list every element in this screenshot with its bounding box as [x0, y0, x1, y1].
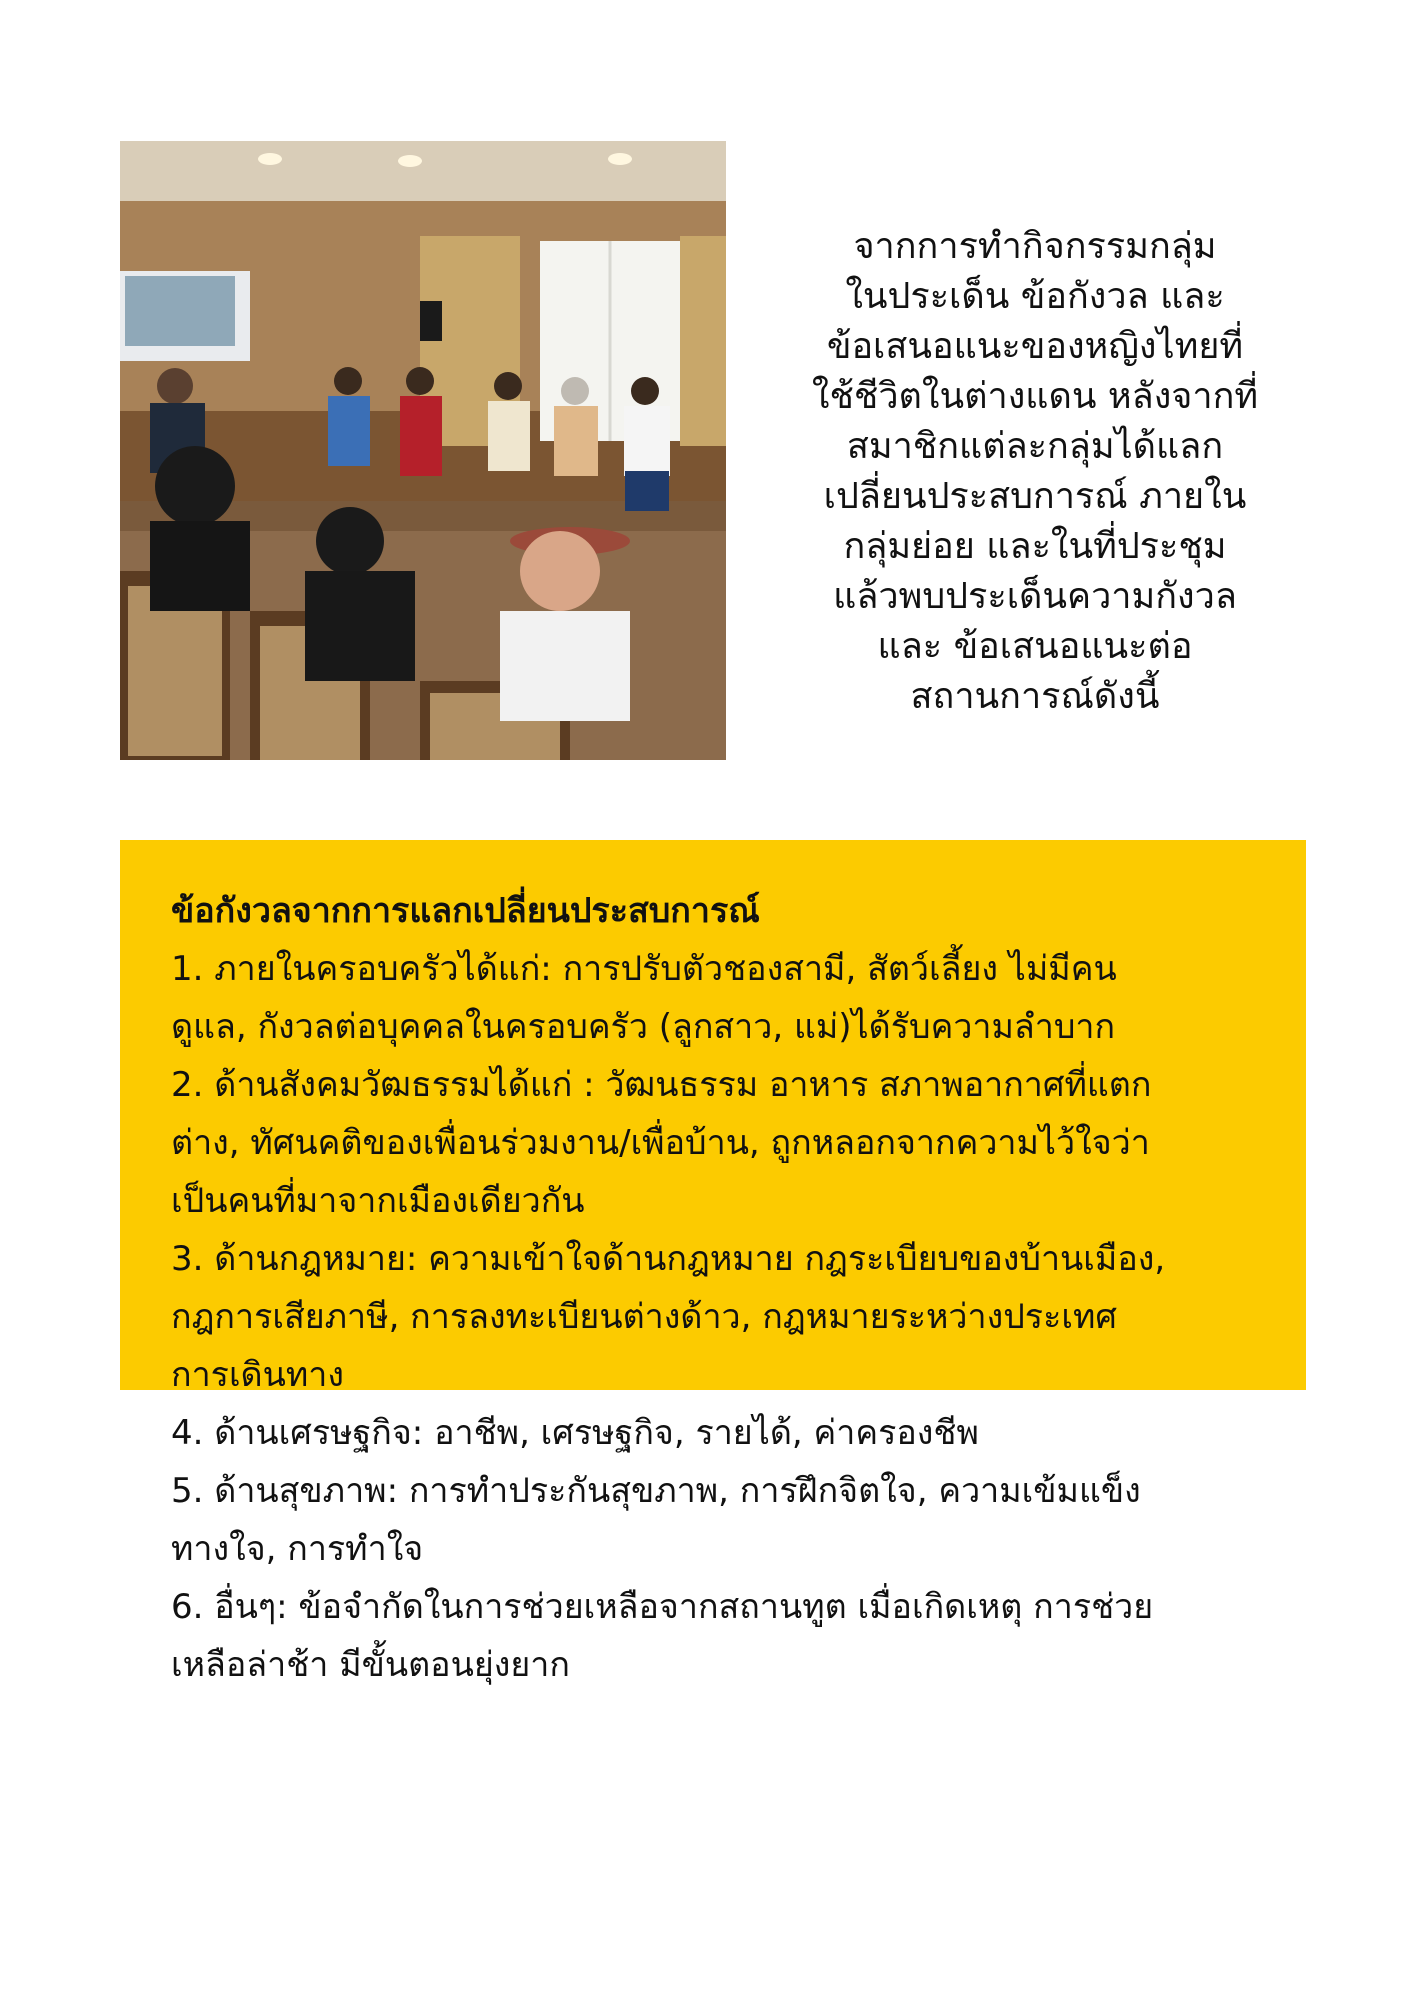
concern-line: 3. ด้านกฎหมาย: ความเข้าใจด้านกฎหมาย กฎระเบียบของบ้านเมือง, — [171, 1239, 1166, 1279]
concern-line: 6. อื่นๆ: ข้อจำกัดในการช่วยเหลือจากสถานทูต เมื่อเกิดเหตุ การช่วย — [171, 1587, 1154, 1627]
concerns-panel — [120, 840, 1306, 1685]
intro-line: เปลี่ยนประสบการณ์ ภายใน — [823, 476, 1247, 517]
concern-line: การเดินทาง — [171, 1355, 344, 1395]
concern-line: 4. ด้านเศรษฐกิจ: อาชีพ, เศรษฐกิจ, รายได้, ค่าครองชีพ — [171, 1413, 979, 1453]
concern-line: ต่าง, ทัศนคติของเพื่อนร่วมงาน/เพื่อบ้าน, ถูกหลอกจากความไว้ใจว่า — [171, 1123, 1150, 1163]
intro-paragraph — [775, 222, 1295, 722]
concern-line: ทางใจ, การทำใจ — [171, 1529, 424, 1569]
concern-line: 5. ด้านสุขภาพ: การทำประกันสุขภาพ, การฝึกจิตใจ, ความเข้มแข็ง — [171, 1471, 1141, 1511]
intro-line: ในประเด็น ข้อกังวล และ — [845, 276, 1225, 317]
meeting-photo-illustration — [120, 141, 726, 760]
concern-line: 1. ภายในครอบครัวได้แก่: การปรับตัวชองสามี, สัตว์เลี้ยง ไม่มีคน — [171, 949, 1117, 989]
concerns-content — [171, 882, 1281, 1694]
concerns-heading: ข้อกังวลจากการแลกเปลี่ยนประสบการณ์ — [171, 891, 760, 931]
concern-line: เหลือล่าช้า มีขั้นตอนยุ่งยาก — [171, 1645, 570, 1685]
concern-line: กฎการเสียภาษี, การลงทะเบียนต่างด้าว, กฎหมายระหว่างประเทศ — [171, 1297, 1117, 1337]
intro-line: แล้วพบประเด็นความกังวล — [833, 576, 1237, 617]
intro-line: จากการทำกิจกรรมกลุ่ม — [853, 226, 1217, 267]
meeting-photo — [120, 141, 726, 760]
concern-line: 2. ด้านสังคมวัฒธรรมได้แก่ : วัฒนธรรม อาหาร สภาพอากาศที่แตก — [171, 1065, 1152, 1105]
concern-line: ดูแล, กังวลต่อบุคคลในครอบครัว (ลูกสาว, แม่)ได้รับความลำบาก — [171, 1007, 1116, 1047]
intro-line: และ ข้อเสนอแนะต่อ — [877, 626, 1193, 667]
intro-line: กลุ่มย่อย และในที่ประชุม — [843, 526, 1227, 567]
intro-line: สมาชิกแต่ละกลุ่มได้แลก — [846, 426, 1224, 467]
intro-line: สถานการณ์ดังนี้ — [910, 676, 1160, 717]
concern-line: เป็นคนที่มาจากเมืองเดียวกัน — [171, 1181, 585, 1221]
intro-line: ใช้ชีวิตในต่างแดน หลังจากที่ — [811, 376, 1259, 417]
intro-line: ข้อเสนอแนะของหญิงไทยที่ — [826, 326, 1244, 367]
